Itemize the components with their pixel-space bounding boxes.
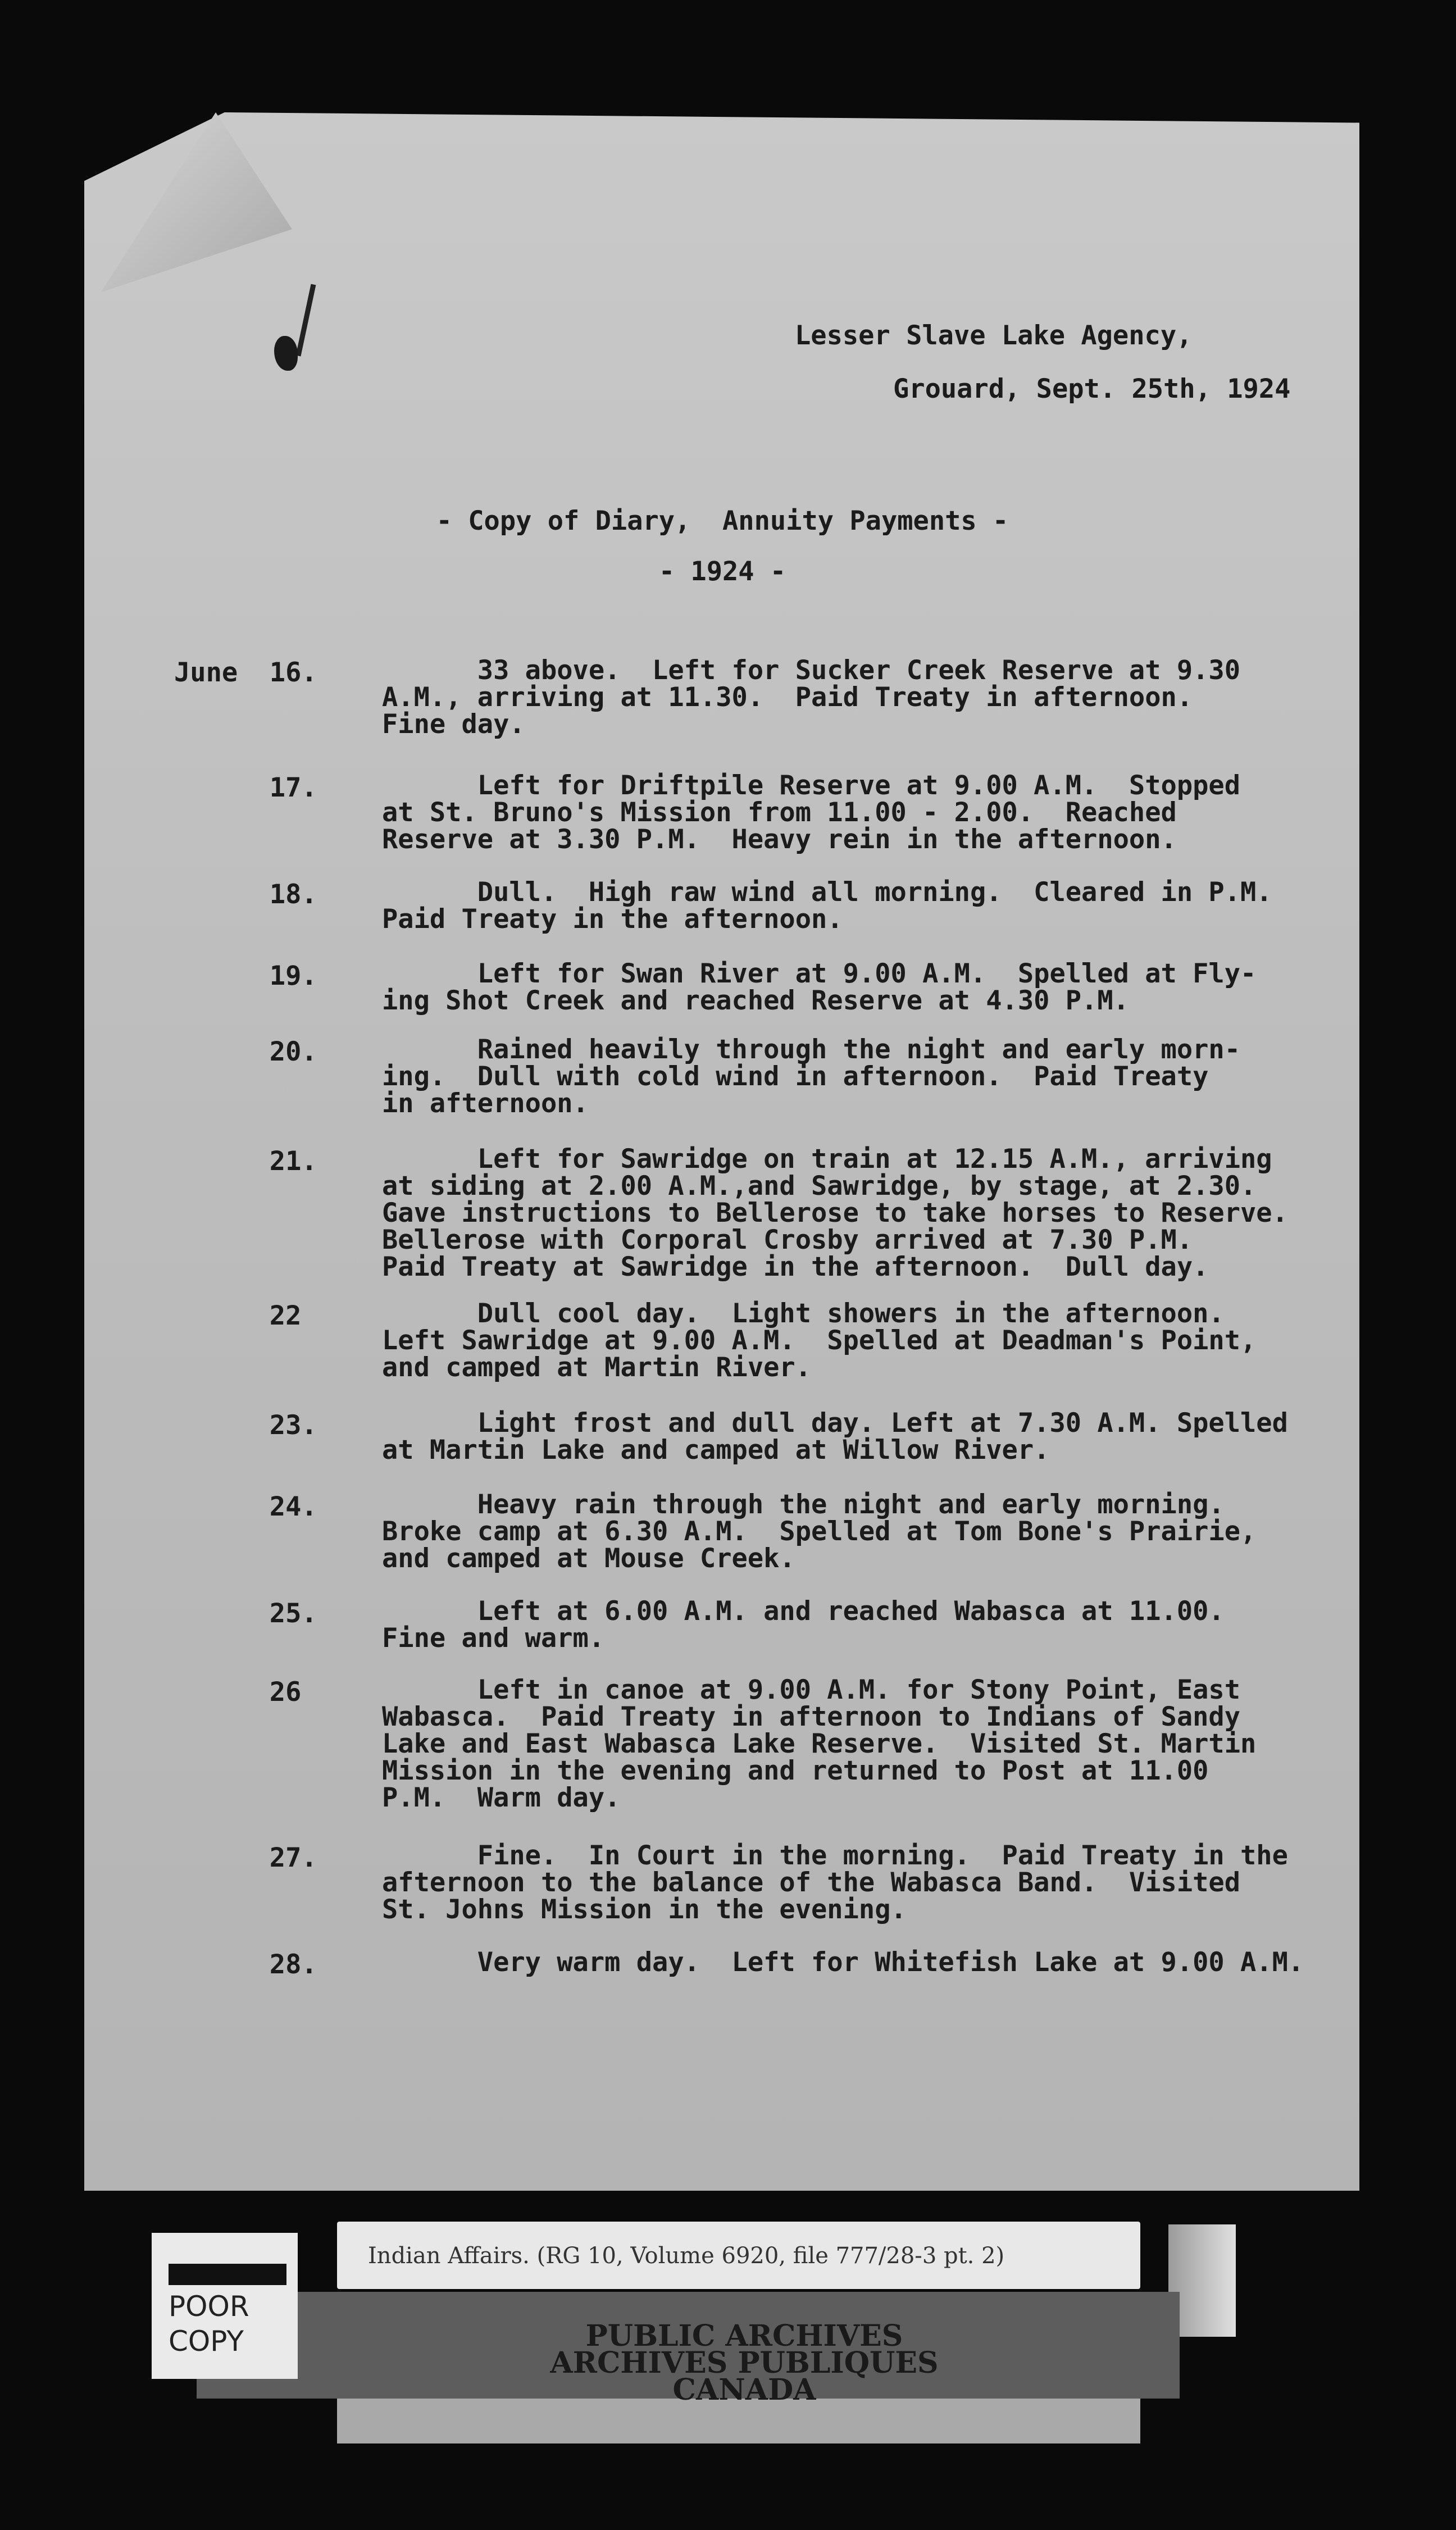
archive-stamp: [539, 2319, 949, 2407]
entry-date: 27.: [174, 1842, 317, 1873]
entry-text: [382, 1598, 1449, 1652]
entry-line: Paid Treaty at Sawridge in the afternoon. Dull day.: [382, 1252, 1209, 1282]
entry-line: ing. Dull with cold wind in afternoon. Paid Treaty: [382, 1061, 1209, 1092]
document-year: - 1924 -: [658, 556, 786, 587]
agency-name: Lesser Slave Lake Agency,: [795, 320, 1193, 351]
entry-line: Wabasca. Paid Treaty in afternoon to Indians of Sandy: [382, 1701, 1241, 1732]
entry-line: Broke camp at 6.30 A.M. Spelled at Tom Bone's Prairie,: [382, 1516, 1257, 1547]
entry-line: at Martin Lake and camped at Willow River.: [382, 1435, 1050, 1466]
entry-line: A.M., arriving at 11.30. Paid Treaty in afternoon.: [382, 682, 1193, 713]
entry-line: Heavy rain through the night and early morning.: [382, 1489, 1225, 1520]
entry-date: 25.: [174, 1598, 317, 1629]
poor-copy-note: [169, 2289, 298, 2359]
entry-line: Fine and warm.: [382, 1623, 605, 1654]
entry-text: [382, 1949, 1449, 1976]
entry-text: [382, 1842, 1449, 1923]
entry-date: 19.: [174, 961, 317, 991]
place-and-date: Grouard, Sept. 25th, 1924: [893, 374, 1291, 404]
entry-line: Left for Swan River at 9.00 A.M. Spelled at Fly-: [382, 958, 1257, 989]
entry-line: Very warm day. Left for Whitefish Lake at 9.00 A.M.: [382, 1947, 1304, 1978]
entry-date: 17.: [174, 772, 317, 803]
stamp-line-french: ARCHIVES PUBLIQUES: [550, 2346, 939, 2380]
entry-line: St. Johns Mission in the evening.: [382, 1894, 907, 1925]
entry-line: Lake and East Wabasca Lake Reserve. Visited St. Martin: [382, 1728, 1257, 1759]
entry-line: P.M. Warm day.: [382, 1782, 621, 1813]
poor-copy-line2: COPY: [169, 2325, 244, 2358]
entry-line: Mission in the evening and returned to Post at 11.00: [382, 1755, 1209, 1786]
entry-line: Left at 6.00 A.M. and reached Wabasca at 11.00.: [382, 1596, 1225, 1627]
entry-line: afternoon to the balance of the Wabasca Band. Visited: [382, 1867, 1241, 1898]
entry-line: Gave instructions to Bellerose to take horses to Reserve.: [382, 1198, 1288, 1228]
entry-text: [382, 1674, 1449, 1813]
entry-date: 28.: [174, 1949, 317, 1980]
entry-line: Bellerose with Corporal Crosby arrived at 7.30 P.M.: [382, 1225, 1193, 1255]
entry-line: at siding at 2.00 A.M.,and Sawridge, by stage, at 2.30.: [382, 1171, 1257, 1202]
entry-text: [382, 1036, 1449, 1117]
stamp-line-english: PUBLIC ARCHIVES: [585, 2319, 903, 2353]
entry-text: [382, 1410, 1449, 1464]
entry-line: Fine day.: [382, 709, 525, 740]
entry-line: and camped at Martin River.: [382, 1352, 812, 1383]
entry-line: Dull. High raw wind all morning. Cleared in P.M.: [382, 877, 1272, 908]
entry-text: [382, 879, 1449, 933]
entry-line: and camped at Mouse Creek.: [382, 1543, 795, 1574]
document-heading: - Copy of Diary, Annuity Payments -: [436, 506, 1009, 536]
entry-text: [382, 1146, 1449, 1281]
entry-date: 18.: [174, 879, 317, 910]
entry-line: Light frost and dull day. Left at 7.30 A.M. Spelled: [382, 1408, 1288, 1439]
entry-line: Paid Treaty in the afternoon.: [382, 904, 843, 935]
entry-line: Left for Sawridge on train at 12.15 A.M., arriving: [382, 1144, 1272, 1175]
entry-date: 24.: [174, 1491, 317, 1522]
entry-line: Rained heavily through the night and early morn-: [382, 1034, 1241, 1065]
entry-text: [382, 1300, 1449, 1381]
stamp-line-country: CANADA: [672, 2373, 816, 2407]
entry-line: Left for Driftpile Reserve at 9.00 A.M. Stopped: [382, 770, 1241, 801]
entry-line: Fine. In Court in the morning. Paid Treaty in the: [382, 1840, 1288, 1871]
entry-text: [382, 958, 1449, 1016]
entry-text: [382, 1491, 1449, 1572]
entry-line: Reserve at 3.30 P.M. Heavy rein in the afternoon.: [382, 824, 1177, 855]
entry-line: in afternoon.: [382, 1088, 589, 1119]
entry-text: [382, 772, 1449, 853]
entry-date: 26: [174, 1677, 302, 1708]
entry-line: Left in canoe at 9.00 A.M. for Stony Point, East: [382, 1674, 1241, 1705]
poor-copy-line1: POOR: [169, 2290, 249, 2323]
entry-line: Dull cool day. Light showers in the afternoon.: [382, 1298, 1225, 1329]
entry-date: June 16.: [174, 657, 317, 688]
archive-citation: Indian Affairs. (RG 10, Volume 6920, file 777/28-3 pt. 2): [368, 2243, 1005, 2269]
entry-date: 23.: [174, 1410, 317, 1441]
entry-date: 22: [174, 1300, 302, 1331]
entry-line: 33 above. Left for Sucker Creek Reserve at 9.30: [382, 655, 1241, 686]
entry-line: at St. Bruno's Mission from 11.00 - 2.00. Reached: [382, 797, 1177, 828]
redaction-bar: [169, 2264, 286, 2285]
entry-text: [382, 657, 1449, 738]
entry-line: Left Sawridge at 9.00 A.M. Spelled at Deadman's Point,: [382, 1325, 1257, 1356]
entry-line: ing Shot Creek and reached Reserve at 4.30 P.M.: [382, 985, 1129, 1016]
entry-date: 21.: [174, 1146, 317, 1177]
entry-date: 20.: [174, 1036, 317, 1067]
